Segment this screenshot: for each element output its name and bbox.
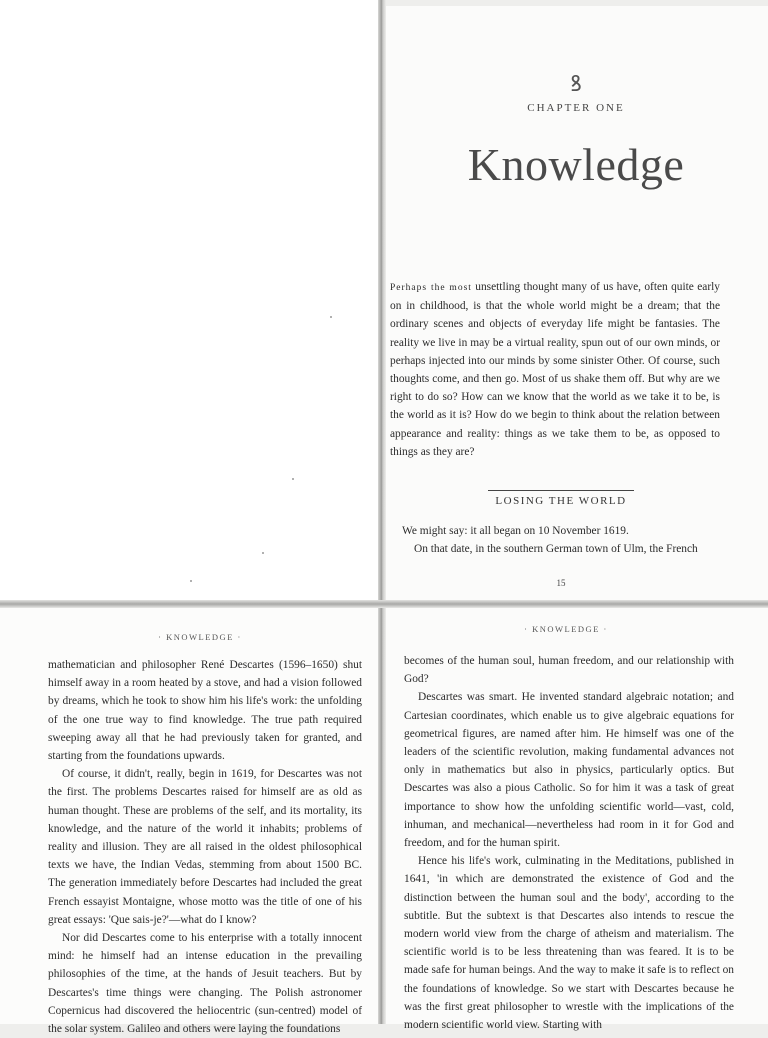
- text-page-bottom-right: [384, 606, 768, 1032]
- intro-body: unsettling thought many of us have, often quite early on in childhood, is that the whole world might be a dream; that the ordinary scenes and objects of everyday life might be fantasies. The reality we live in may be a virtual reality, spun out of our own minds, or perhaps injected into our minds by some sinister Other. Of course, such thoughts come, and then go. Most of us shake them off. But why are we right to do so? How can we know that the world as we take it to be, is the world as it is? How do we begin to think about the relation between appearance and reality: things as we take them to be, as opposed to things as they are?: [390, 281, 720, 458]
- paragraph: Descartes was smart. He invented standard algebraic notation; and Cartesian coordinates, which enable us to give algebraic equations for geometrical figures, are named after him. He himself was one of the leaders of the scientific revolution, making fundamental advances not only in mathematics but also in physics, particularly optics. But Descartes was also a pious Catholic. So for him it was a task of great importance to show how the unfolding scientific world—vast, cold, inhuman, and mechanical—nevertheless had room in it for God and freedom, and for the human spirit.: [404, 691, 734, 850]
- chapter-title: Knowledge: [467, 139, 685, 190]
- page-body: [404, 652, 734, 1034]
- section-rule: [488, 490, 634, 491]
- section-line-1: We might say: it all began on 10 November 1619.: [402, 525, 629, 537]
- paragraph: becomes of the human soul, human freedom, and our relationship with God?: [404, 655, 734, 686]
- section-heading: LOSING THE WORLD: [495, 495, 627, 507]
- section-line-2: On that date, in the southern German town of Ulm, the French: [414, 543, 698, 555]
- blank-page-top-left: [0, 0, 380, 602]
- page-body: [48, 656, 362, 1038]
- running-head: · KNOWLEDGE ·: [524, 624, 608, 634]
- text-page-bottom-left: [0, 606, 380, 1036]
- chapter-label: CHAPTER ONE: [527, 102, 625, 114]
- chapter-opening-page: [384, 6, 768, 602]
- running-head: · KNOWLEDGE ·: [158, 632, 242, 642]
- chapter-intro-paragraph: [390, 278, 720, 461]
- page-number: 15: [556, 578, 566, 588]
- book-gutter: [378, 0, 386, 1024]
- paragraph: Nor did Descartes come to his enterprise with a totally innocent mind: he himself had an intense education in the prevailing philosophies of the time, at the hands of Jesuit teachers. But by Descartes's time things were changing. The Polish astronomer Copernicus had discovered the heliocentric (sun-centred) model of the solar system. Galileo and others were laying the foundations: [48, 932, 362, 1036]
- page-speck: [330, 316, 332, 318]
- chapter-ornament: ꝸ: [570, 71, 582, 96]
- scan-seam: [0, 600, 768, 608]
- page-speck: [292, 478, 294, 480]
- page-speck: [190, 580, 192, 582]
- paragraph: Of course, it didn't, really, begin in 1619, for Descartes was not the first. The problems Descartes raised for himself are as old as human thought. These are problems of the self, and its mortality, its knowledge, and the nature of the world it inhabits; problems of reality and illusion. They are all raised in the oldest philosophical texts we have, the Indian Vedas, stemming from about 1500 BC. The generation immediately before Descartes had included the great French essayist Montaigne, whose motto was the title of one of his great essays: 'Que sais-je?'—what do I know?: [48, 768, 362, 926]
- intro-lead-smallcaps: Perhaps the most: [390, 283, 472, 293]
- paragraph: Hence his life's work, culminating in the Meditations, published in 1641, 'in which are demonstrated the existence of God and the distinction between the human soul and the body', according to the subtitle. But the subtext is that Descartes also intends to rescue the modern world view from the charge of atheism and materialism. The scientific world is to be less threatening than was feared. It is to be made safe for human beings. And the way to make it safe is to reflect on the foundations of knowledge. So we start with Descartes because he was the first great philosopher to wrestle with the implications of the modern scientific world view. Starting with: [404, 855, 734, 1032]
- paragraph: mathematician and philosopher René Descartes (1596–1650) shut himself away in a room heated by a stove, and had a vision followed by dreams, which he took to show him his life's work: the unfolding of the one true way to find knowledge. The true path required sweeping away all that he had previously taken for granted, and starting from the foundations upwards.: [48, 659, 362, 763]
- page-speck: [262, 552, 264, 554]
